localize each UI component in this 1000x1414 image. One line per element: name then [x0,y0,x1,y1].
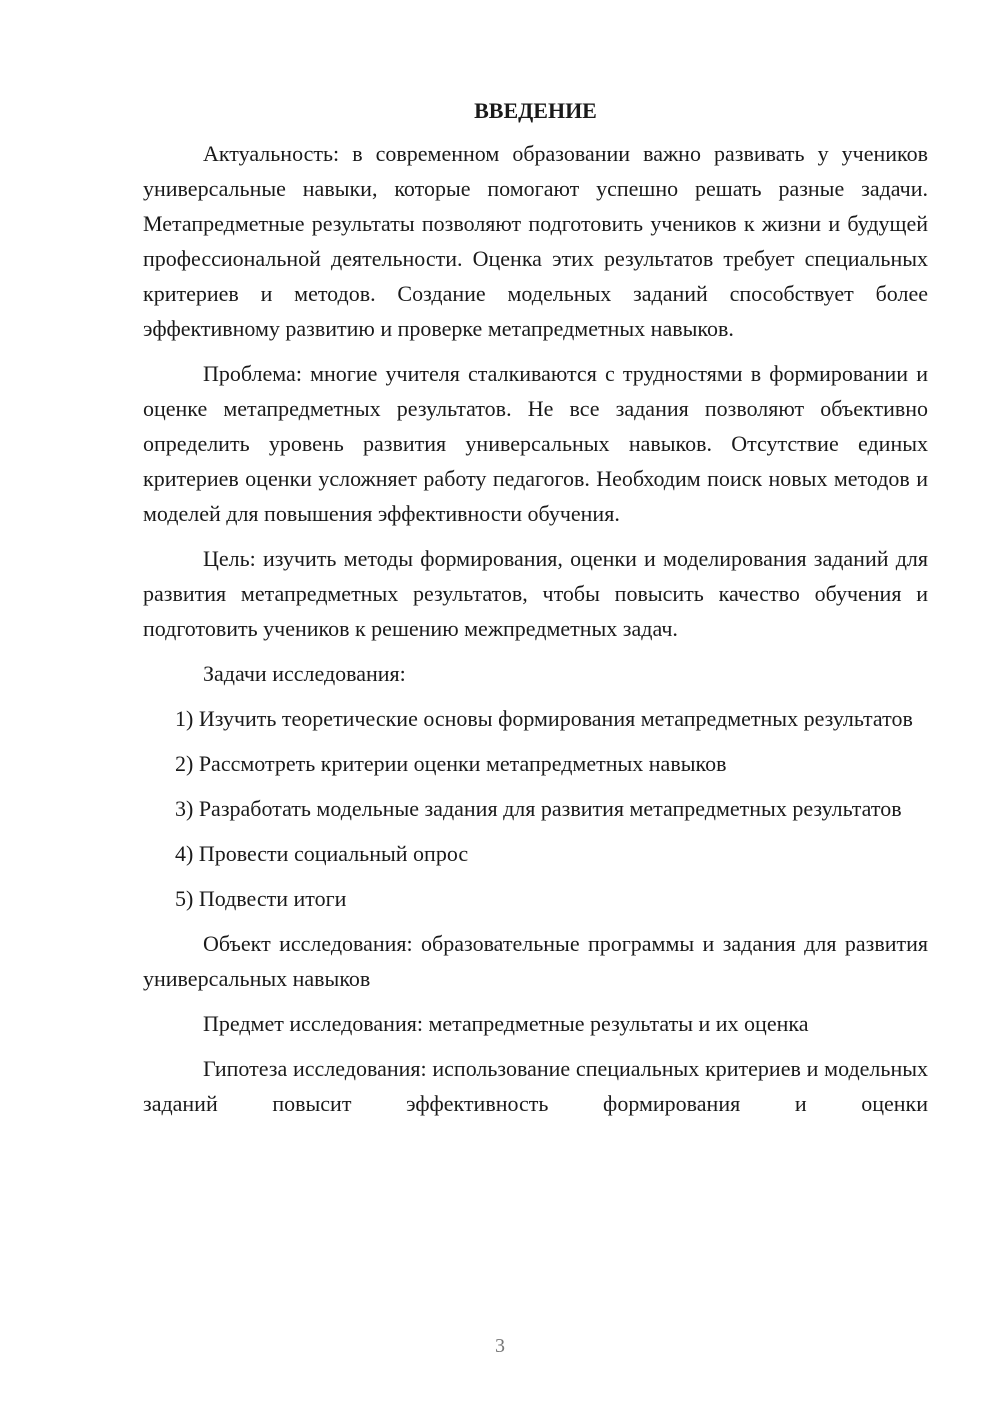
paragraph-relevance: Актуальность: в современном образовании важно развивать у учеников универсальные навыки, которые помогают успешно решать разные задачи. Метапредметные результаты позволяют подготовить учеников к жизни и будущей профессиональной деятельности. Оценка этих результатов требует специальных критериев и методов. Создание модельных заданий способствует более эффективному развитию и проверке метапредметных навыков. [143,141,928,341]
paragraph-object: Объект исследования: образовательные программы и задания для развития универсальных навыков [143,931,928,991]
paragraph-hypothesis: Гипотеза исследования: использование специальных критериев и модельных заданий повысит эффективность формирования и оценки [143,1056,928,1116]
task-item-5: 5) Подвести итоги [175,886,347,911]
task-item-3: 3) Разработать модельные задания для развития метапредметных результатов [175,796,902,821]
paragraph-subject: Предмет исследования: метапредметные результаты и их оценка [203,1011,809,1036]
document-page [143,94,928,1131]
paragraph-tasks-heading: Задачи исследования: [203,661,406,686]
task-item-4: 4) Провести социальный опрос [175,841,469,866]
paragraph-goal: Цель: изучить методы формирования, оценки и моделирования заданий для развития метапредметных результатов, чтобы повысить качество обучения и подготовить учеников к решению межпредметных задач. [143,546,928,641]
paragraph-problem: Проблема: многие учителя сталкиваются с трудностями в формировании и оценке метапредметных результатов. Не все задания позволяют объективно определить уровень развития универсальных навыков. Отсутствие единых критериев оценки усложняет работу педагогов. Необходим поиск новых методов и моделей для повышения эффективности обучения. [143,361,928,526]
page-number: 3 [495,1335,505,1357]
section-title: ВВЕДЕНИЕ [474,98,597,123]
task-item-1: 1) Изучить теоретические основы формирования метапредметных результатов [175,706,913,731]
task-item-2: 2) Рассмотреть критерии оценки метапредметных навыков [175,751,727,776]
